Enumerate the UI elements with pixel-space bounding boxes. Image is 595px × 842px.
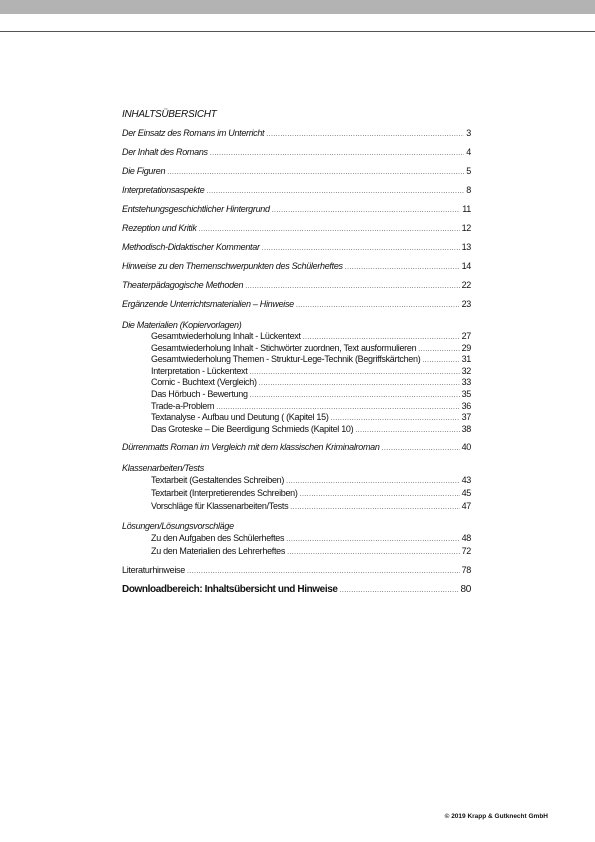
header-rule xyxy=(0,31,595,32)
toc-subentry[interactable] xyxy=(122,377,471,389)
toc-entry[interactable] xyxy=(122,184,471,203)
toc-entry-page: 5 xyxy=(466,166,471,176)
toc-subentry-label: Zu den Aufgaben des Schülerheftes xyxy=(151,533,285,544)
toc-entry-label: Ergänzende Unterrichtsmaterialien – Hinweise xyxy=(122,299,294,309)
toc-entry-download[interactable] xyxy=(122,583,471,602)
toc-entry-label: Die Figuren xyxy=(122,166,166,176)
toc-group-heading: Klassenarbeiten/Tests xyxy=(122,463,204,474)
toc-subentry[interactable] xyxy=(122,366,471,378)
toc-subentry-page: 43 xyxy=(461,475,471,486)
toc-subentry-label: Trade-a-Problem xyxy=(151,400,215,411)
toc-entry-label: Der Einsatz des Romans im Unterricht xyxy=(122,128,265,138)
toc-subentry-page: 37 xyxy=(461,412,471,423)
table-of-contents xyxy=(122,108,471,602)
toc-subentry-page: 45 xyxy=(461,488,471,499)
toc-subentry[interactable] xyxy=(122,500,471,513)
toc-subentry-label: Das Groteske – Die Beerdigung Schmieds (Kapitel 10) xyxy=(151,423,354,434)
toc-entry[interactable] xyxy=(122,127,471,146)
toc-heading: INHALTSÜBERSICHT xyxy=(122,109,217,120)
toc-subentry-page: 31 xyxy=(461,354,471,365)
toc-subentry[interactable] xyxy=(122,424,471,436)
toc-entry[interactable] xyxy=(122,279,471,298)
toc-subentry-page: 38 xyxy=(461,423,471,434)
toc-group-heading: Die Materialien (Kopiervorlagen) xyxy=(122,320,242,330)
toc-entry-page: 3 xyxy=(466,128,471,138)
toc-subentry[interactable] xyxy=(122,545,471,558)
toc-entry-page: 8 xyxy=(466,185,471,195)
toc-subentry-label: Vorschläge für Klassenarbeiten/Tests xyxy=(151,500,289,511)
toc-subentry-label: Gesamtwiederholung Themen - Struktur-Lege-Technik (Begriffskärtchen) xyxy=(151,354,421,365)
toc-entry[interactable] xyxy=(122,298,471,317)
toc-subentry-page: 32 xyxy=(461,365,471,376)
toc-subentry[interactable] xyxy=(122,354,471,366)
toc-main-entries xyxy=(122,127,471,317)
toc-subentry-page: 36 xyxy=(461,400,471,411)
toc-entry-label: Der Inhalt des Romans xyxy=(122,147,208,157)
toc-entry-page: 78 xyxy=(461,564,471,575)
toc-entry-page: 23 xyxy=(461,299,471,309)
toc-entry-label: Rezeption und Kritik xyxy=(122,223,197,233)
toc-entry-label: Methodisch-Didaktischer Kommentar xyxy=(122,242,260,252)
toc-exams-group xyxy=(122,462,471,512)
toc-entry-page: 40 xyxy=(461,442,471,453)
toc-entry[interactable] xyxy=(122,222,471,241)
toc-subentry[interactable] xyxy=(122,389,471,401)
toc-entry[interactable] xyxy=(122,241,471,260)
toc-subentry-label: Comic - Buchtext (Vergleich) xyxy=(151,377,257,388)
toc-subentry-label: Gesamtwiederholung Inhalt - Lückentext xyxy=(151,331,301,341)
toc-subentry-label: Gesamtwiederholung Inhalt - Stichwörter zuordnen, Text ausformulieren xyxy=(151,342,417,353)
toc-entry[interactable] xyxy=(122,146,471,165)
top-gray-bar xyxy=(0,0,595,14)
toc-subentry[interactable] xyxy=(122,343,471,355)
toc-subentry-page: 35 xyxy=(461,388,471,399)
toc-subentry-label: Das Hörbuch - Bewertung xyxy=(151,388,248,399)
toc-subentry-page: 47 xyxy=(461,500,471,511)
toc-subentry-page: 72 xyxy=(461,546,471,557)
toc-entry[interactable] xyxy=(122,260,471,279)
toc-subentry-label: Textarbeit (Interpretierendes Schreiben) xyxy=(151,488,298,499)
toc-subentry-page: 48 xyxy=(461,533,471,544)
toc-entry-label: Hinweise zu den Themenschwerpunkten des Schülerheftes xyxy=(122,261,343,271)
toc-subentry[interactable] xyxy=(122,487,471,500)
toc-subentry-label: Textanalyse - Aufbau und Deutung ( (Kapitel 15) xyxy=(151,412,329,423)
toc-entry-page: 22 xyxy=(461,280,471,290)
toc-entry-label: Interpretationsaspekte xyxy=(122,185,205,195)
toc-materials-group xyxy=(122,319,471,435)
toc-solutions-group xyxy=(122,520,471,557)
toc-entry[interactable] xyxy=(122,203,471,222)
copyright-footer: © 2019 Krapp & Gutknecht GmbH xyxy=(444,813,548,820)
toc-entry-page: 12 xyxy=(461,223,471,233)
toc-subentry-label: Interpretation - Lückentext xyxy=(151,365,248,376)
toc-subentry-label: Zu den Materialien des Lehrerheftes xyxy=(151,546,286,557)
toc-group-heading: Lösungen/Lösungsvorschläge xyxy=(122,521,234,532)
toc-entry[interactable] xyxy=(122,165,471,184)
toc-entry-page: 13 xyxy=(461,242,471,252)
toc-entry-label: Theaterpädagogische Methoden xyxy=(122,280,244,290)
toc-entry-page: 11 xyxy=(462,204,471,214)
toc-entry-page: 14 xyxy=(461,261,471,271)
toc-subentry-page: 33 xyxy=(461,377,471,388)
toc-entry-literature[interactable] xyxy=(122,564,471,583)
toc-subentry[interactable] xyxy=(122,532,471,545)
toc-entry-label: Literaturhinweise xyxy=(122,564,185,575)
toc-subentry[interactable] xyxy=(122,412,471,424)
toc-entry-page: 4 xyxy=(466,147,471,157)
toc-subentry[interactable] xyxy=(122,331,471,343)
toc-entry-comparison[interactable] xyxy=(122,441,471,460)
toc-subentry[interactable] xyxy=(122,401,471,413)
toc-subentry-page: 27 xyxy=(461,331,471,341)
toc-entry-label: Downloadbereich: Inhaltsübersicht und Hinweise xyxy=(122,583,338,595)
toc-entry-label: Dürrenmatts Roman im Vergleich mit dem klassischen Kriminalroman xyxy=(122,442,380,453)
toc-entry-label: Entstehungsgeschichtlicher Hintergrund xyxy=(122,204,270,214)
toc-entry-page: 80 xyxy=(460,583,471,595)
toc-subentry-label: Textarbeit (Gestaltendes Schreiben) xyxy=(151,475,285,486)
toc-subentry[interactable] xyxy=(122,474,471,487)
toc-subentry-page: 29 xyxy=(461,342,471,353)
